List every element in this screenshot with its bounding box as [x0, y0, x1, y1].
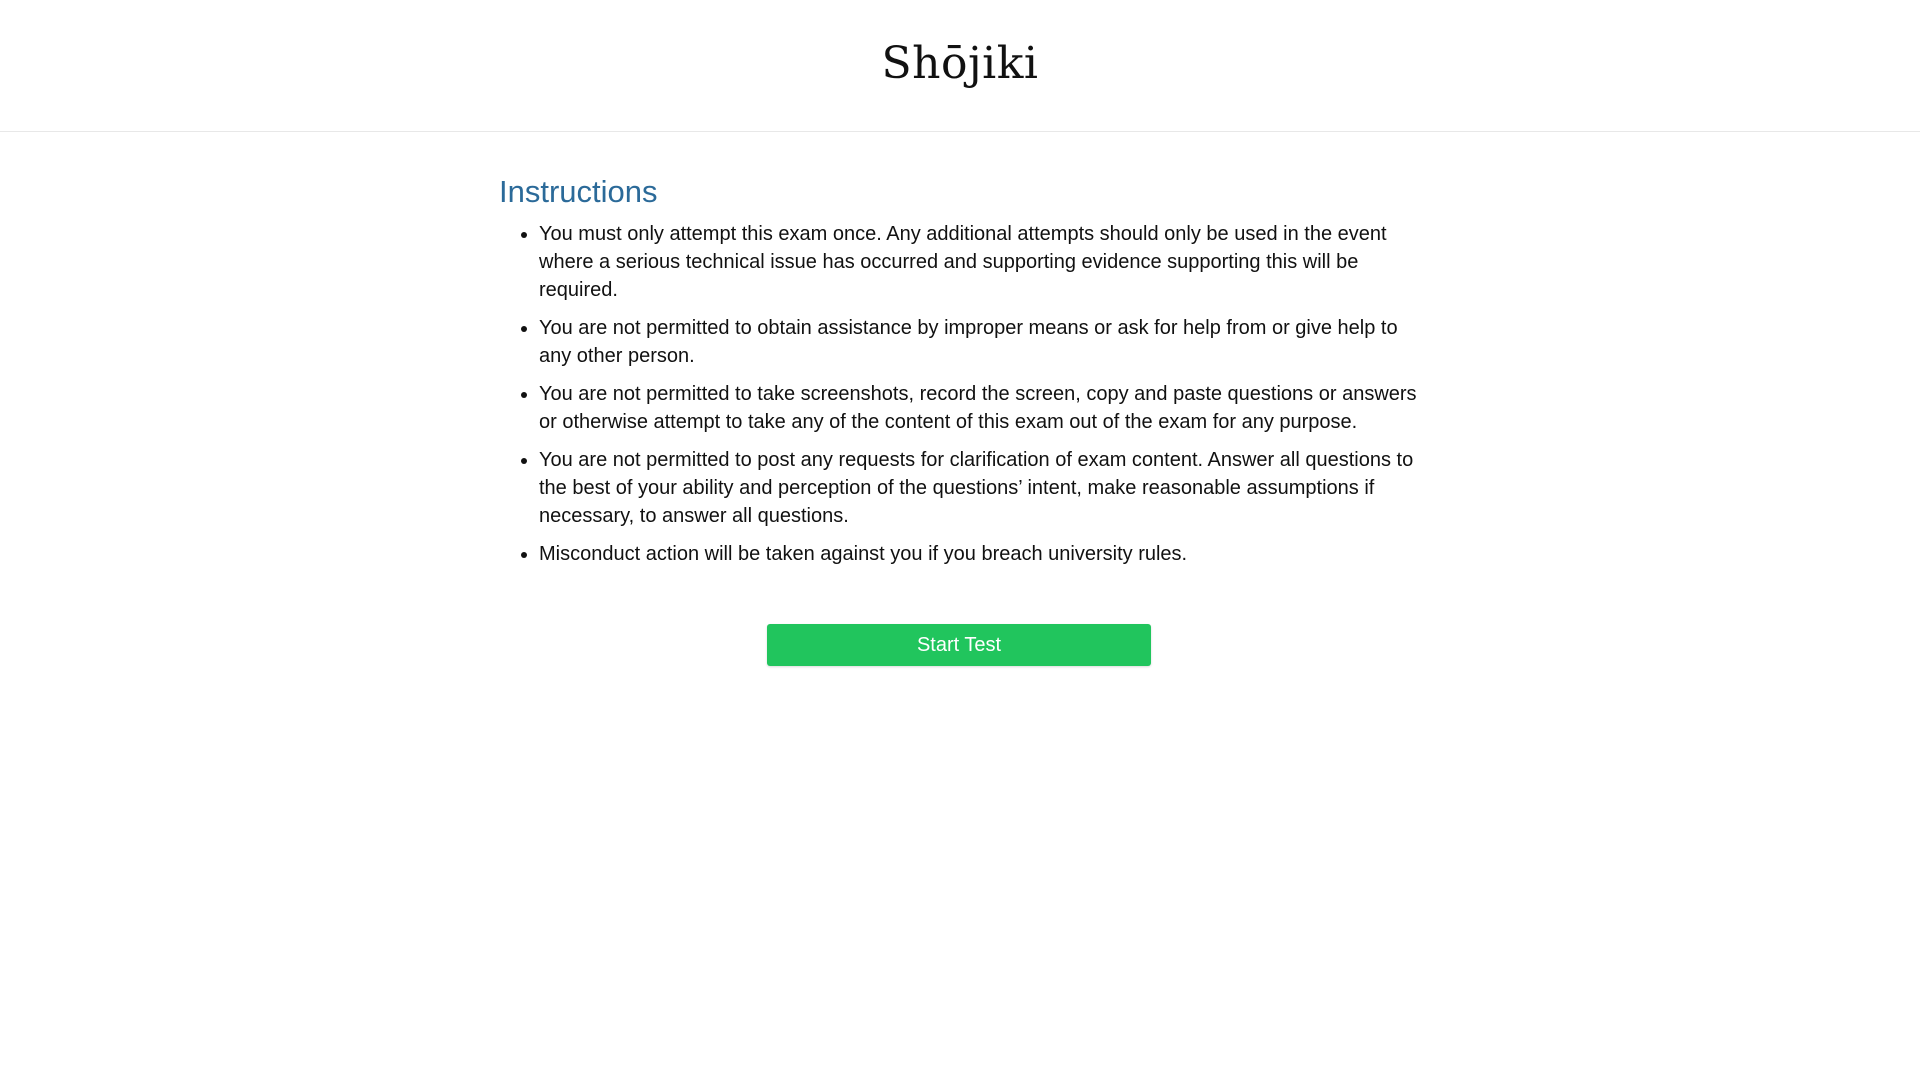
- instruction-item: • Misconduct action will be taken against you if you breach university rules.: [539, 540, 1419, 568]
- instructions-title: Instructions: [499, 174, 658, 209]
- brand-title: Shōjiki: [881, 38, 1039, 89]
- actions-bar: [499, 624, 1419, 666]
- instructions-panel: [499, 132, 1419, 666]
- start-test-button[interactable]: Start Test: [767, 624, 1151, 666]
- instructions-list: [499, 220, 1419, 568]
- instruction-item: • You are not permitted to obtain assistance by improper means or ask for help from or give help to any other person.: [539, 314, 1419, 370]
- page-header: [0, 0, 1920, 132]
- instruction-item: • You are not permitted to take screenshots, record the screen, copy and paste questions or answers or otherwise attempt to take any of the content of this exam out of the exam for any purpose.: [539, 380, 1419, 436]
- instruction-item: • You must only attempt this exam once. Any additional attempts should only be used in the event where a serious technical issue has occurred and supporting evidence supporting this will be required.: [539, 220, 1419, 304]
- instruction-item: • You are not permitted to post any requests for clarification of exam content. Answer all questions to the best of your ability and perception of the questions’ intent, make reasonable assumptions if necessary, to answer all questions.: [539, 446, 1419, 530]
